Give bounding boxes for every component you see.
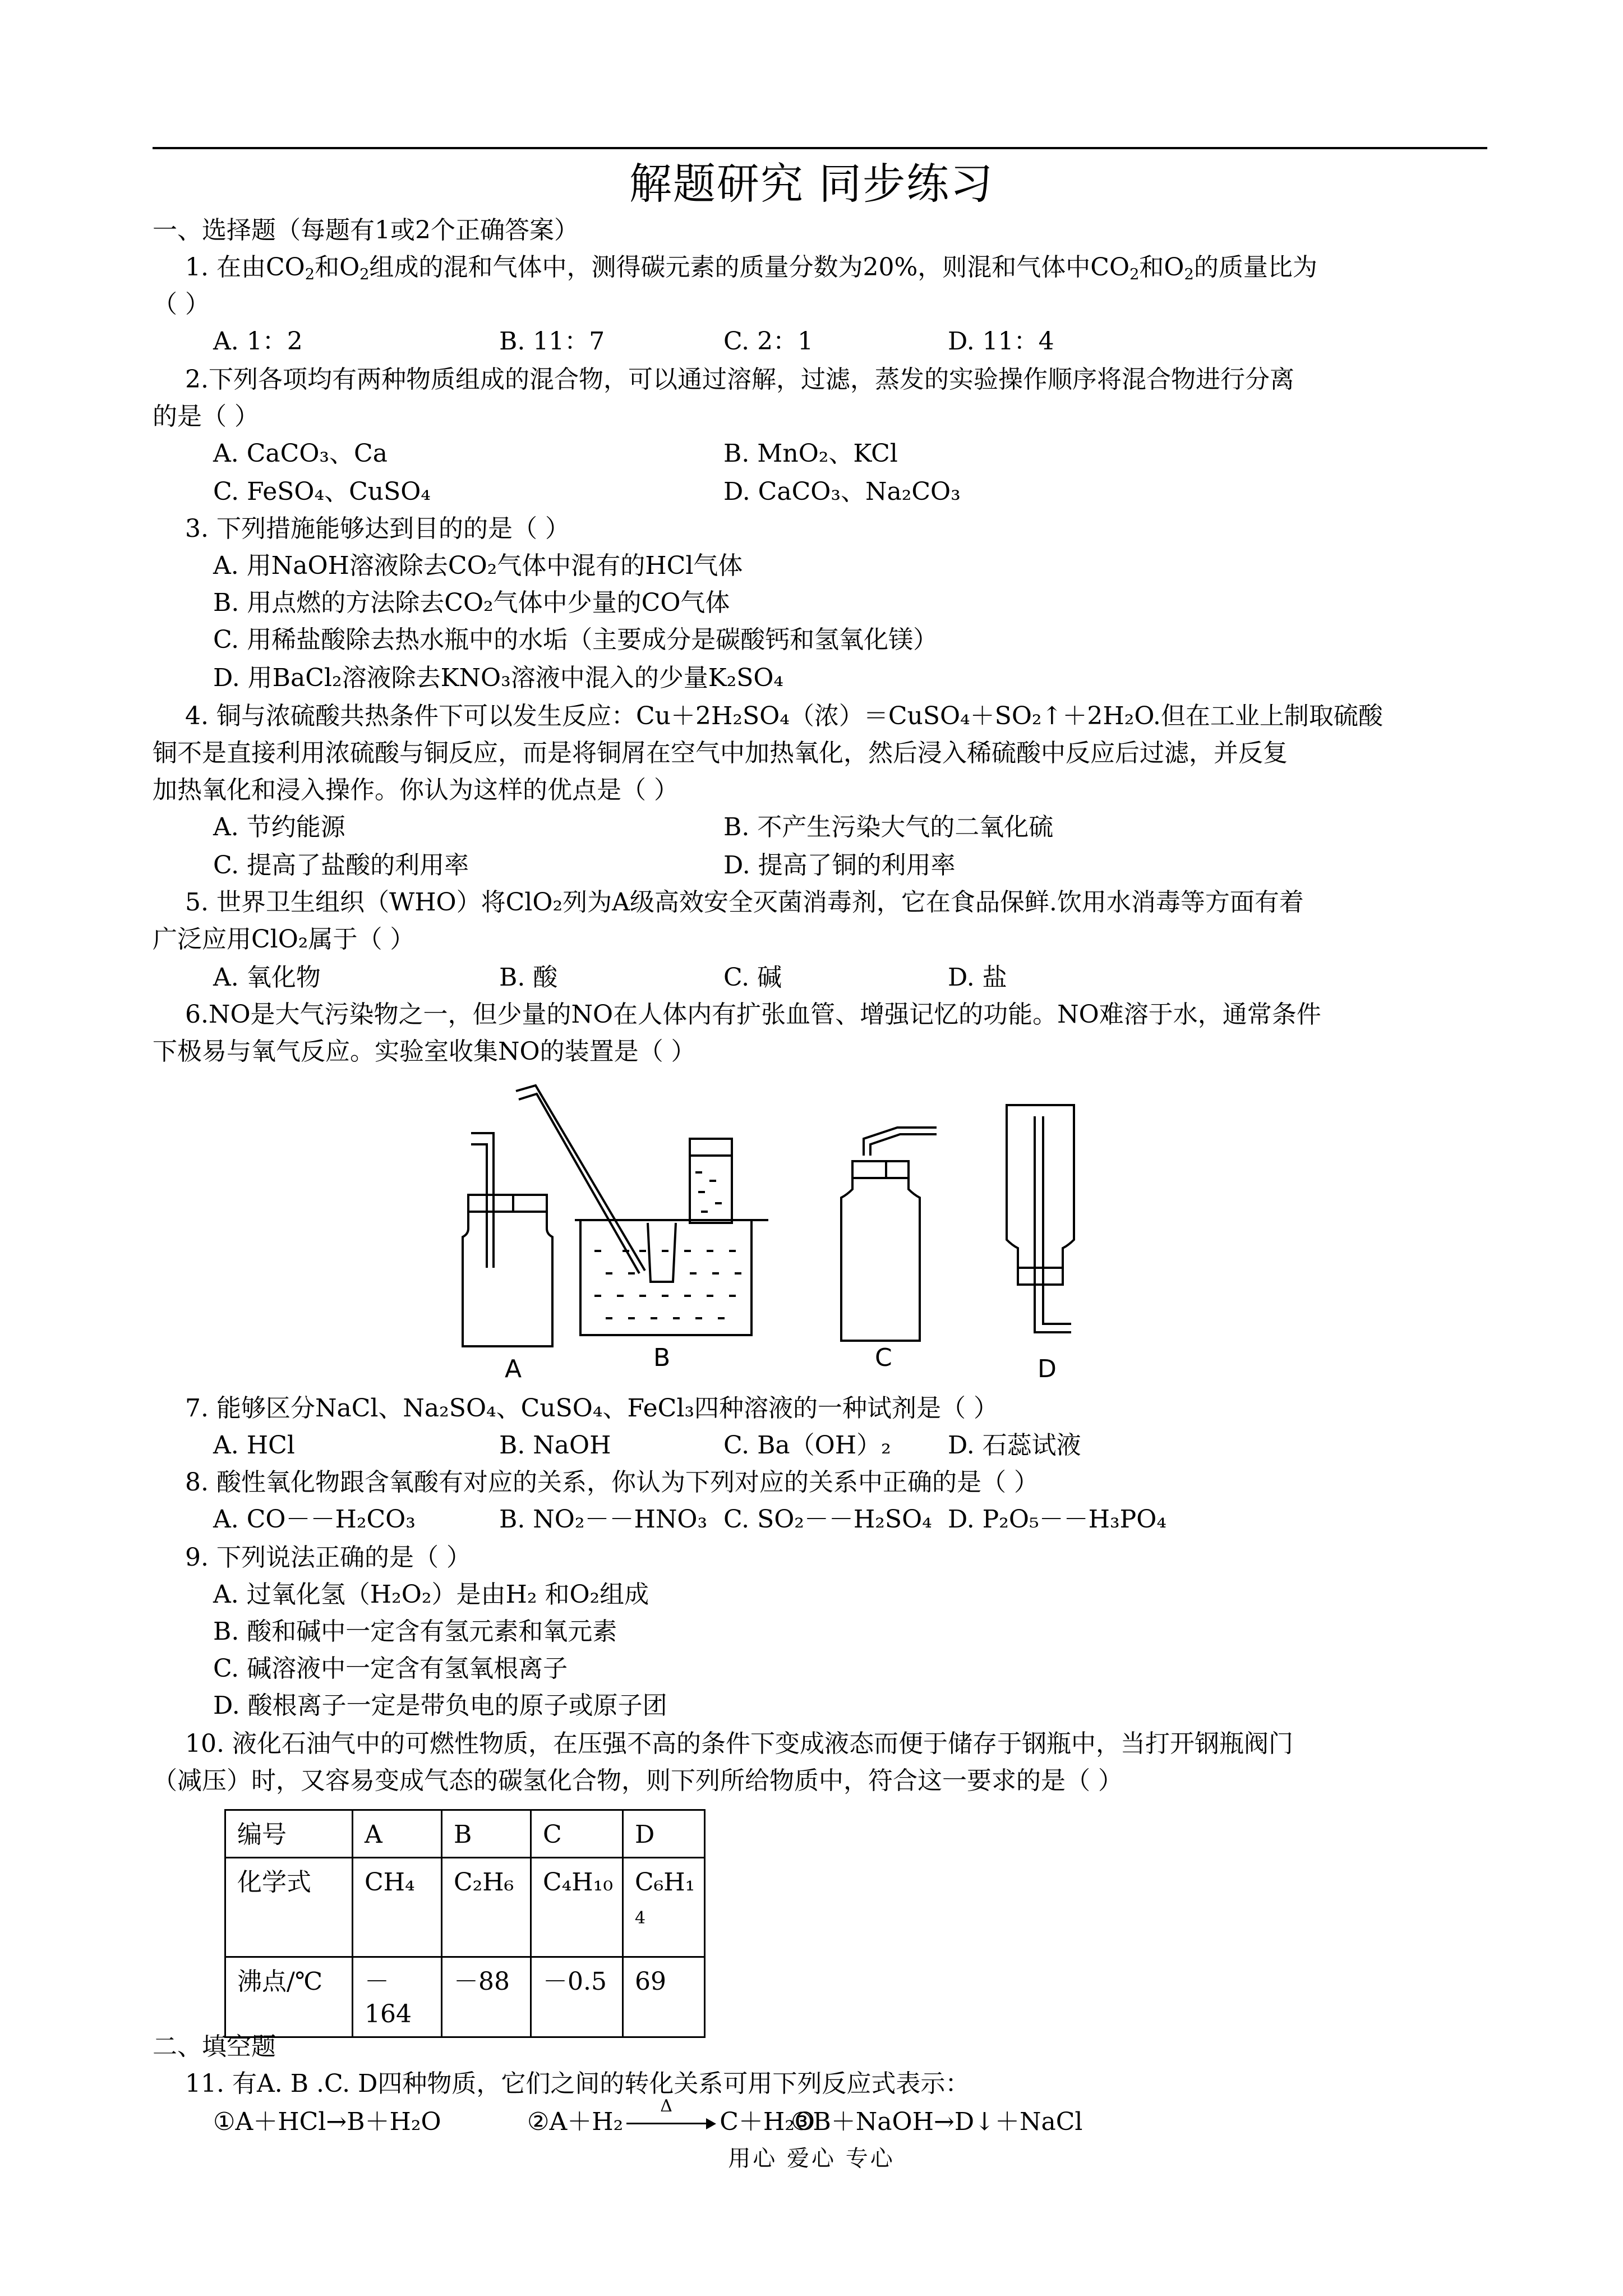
option-c: C. Ba（OH）₂ xyxy=(723,1431,891,1460)
table-cell: D xyxy=(623,1810,704,1858)
boiling-point-table xyxy=(224,1809,706,2038)
option-a: A. 氧化物 xyxy=(213,963,321,992)
apparatus-b-trough xyxy=(516,1085,768,1335)
table-row xyxy=(225,1957,705,2037)
table-row xyxy=(225,1858,705,1957)
table-row xyxy=(225,1810,705,1858)
option-d: D. CaCO₃、Na₂CO₃ xyxy=(723,477,961,506)
table-cell: 69 xyxy=(623,1957,704,2037)
table-cell: 编号 xyxy=(225,1810,353,1858)
question-6: 6.NO是大气污染物之一，但少量的NO在人体内有扩张血管、增强记忆的功能。NO难溶于水，通常条件 xyxy=(185,1000,1321,1029)
option-d: D. 提高了铜的利用率 xyxy=(723,851,956,880)
table-cell: C₆H₁ 4 xyxy=(623,1858,704,1957)
option-a: A. 用NaOH溶液除去CO₂气体中混有的HCl气体 xyxy=(213,551,743,580)
header-rule xyxy=(153,147,1487,149)
question-4-cont: 加热氧化和浸入操作。你认为这样的优点是（ ） xyxy=(153,776,679,804)
apparatus-d-bottle xyxy=(1007,1105,1074,1332)
question-5-cont: 广泛应用ClO₂属于（ ） xyxy=(153,925,415,954)
table-cell: 化学式 xyxy=(225,1858,353,1957)
option-d: D. 用BaCl₂溶液除去KNO₃溶液中混入的少量K₂SO₄ xyxy=(213,664,784,692)
option-d: D. 酸根离子一定是带负电的原子或原子团 xyxy=(213,1691,667,1720)
question-10-cont: （减压）时，又容易变成气态的碳氢化合物，则下列所给物质中，符合这一要求的是（ ） xyxy=(153,1766,1123,1795)
question-1: 1. 在由$CO_2$和$O_2$组成的混和气体中，测得碳元素的质量分数为20%，则混和气体中$CO_2$和$O_2$的质量比为 xyxy=(185,253,1317,283)
question-4: 4. 铜与浓硫酸共热条件下可以发生反应：Cu＋2H₂SO₄（浓）＝CuSO₄＋SO₂↑＋2H₂O.但在工业上制取硫酸 xyxy=(185,702,1383,730)
table-cell: －0.5 xyxy=(531,1957,623,2037)
table-cell: CH₄ xyxy=(353,1858,442,1957)
section-heading: 二、填空题 xyxy=(153,2032,276,2061)
option-c: C. 提高了盐酸的利用率 xyxy=(213,851,469,880)
table-cell: －164 xyxy=(353,1957,442,2037)
page-title: 解题研究 同步练习 xyxy=(629,159,994,209)
option-c: C. 碱 xyxy=(723,963,782,992)
option-a: A. 过氧化氢（H₂O₂）是由H₂ 和O₂组成 xyxy=(213,1580,649,1609)
option-b: B. NaOH xyxy=(499,1431,611,1460)
apparatus-a-bottle xyxy=(463,1133,552,1346)
reaction-1: ①A＋HCl→B＋H₂O xyxy=(213,2108,441,2136)
option-c: C. SO₂－－H₂SO₄ xyxy=(723,1505,932,1534)
question-8: 8. 酸性氧化物跟含氧酸有对应的关系，你认为下列对应的关系中正确的是（ ） xyxy=(185,1468,1039,1497)
option-c: C. 用稀盐酸除去热水瓶中的水垢（主要成分是碳酸钙和氢氧化镁） xyxy=(213,625,938,654)
table-cell: A xyxy=(353,1810,442,1858)
option-d: D. 盐 xyxy=(948,963,1007,992)
reaction-3: ③B＋NaOH→D↓＋NaCl xyxy=(791,2108,1083,2136)
option-c: C. FeSO₄、CuSO₄ xyxy=(213,477,431,506)
heating-arrow: Δ xyxy=(626,2113,716,2135)
option-a: A. 节约能源 xyxy=(213,813,345,841)
table-cell: 沸点/℃ xyxy=(225,1957,353,2037)
question-7: 7. 能够区分NaCl、Na₂SO₄、CuSO₄、FeCl₃四种溶液的一种试剂是（ ） xyxy=(185,1394,999,1423)
option-b: B. 不产生污染大气的二氧化硫 xyxy=(723,813,1054,841)
table-cell: C₂H₆ xyxy=(442,1858,531,1957)
table-cell: －88 xyxy=(442,1957,531,2037)
option-c: C. 2：1 xyxy=(723,327,814,356)
question-6-cont: 下极易与氧气反应。实验室收集NO的装置是（ ） xyxy=(153,1037,696,1066)
option-b: B. NO₂－－HNO₃ xyxy=(499,1505,708,1534)
question-9: 9. 下列说法正确的是（ ） xyxy=(185,1543,471,1572)
apparatus-diagram xyxy=(426,1083,1245,1386)
option-b: B. MnO₂、KCl xyxy=(723,439,898,468)
option-b: B. 酸和碱中一定含有氢元素和氧元素 xyxy=(213,1617,617,1646)
question-5: 5. 世界卫生组织（WHO）将ClO₂列为A级高效安全灭菌消毒剂，它在食品保鲜.饮用水消毒等方面有着 xyxy=(185,888,1304,917)
option-d: D. P₂O₅－－H₃PO₄ xyxy=(948,1505,1166,1534)
label-a: A xyxy=(505,1355,522,1383)
option-a: A. 1：2 xyxy=(213,327,303,356)
option-a: A. CO－－H₂CO₃ xyxy=(213,1505,416,1534)
option-c: C. 碱溶液中一定含有氢氧根离子 xyxy=(213,1654,568,1683)
table-cell: B xyxy=(442,1810,531,1858)
option-a: A. HCl xyxy=(213,1431,295,1460)
page-footer: 用心 爱心 专心 xyxy=(728,2146,895,2171)
option-b: B. 11：7 xyxy=(499,327,605,356)
option-d: D. 石蕊试液 xyxy=(948,1431,1081,1460)
question-2-cont: 的是（ ） xyxy=(153,402,259,431)
question-2: 2.下列各项均有两种物质组成的混合物，可以通过溶解，过滤，蒸发的实验操作顺序将混合物进行分离 xyxy=(185,365,1294,394)
label-c: C xyxy=(875,1343,892,1372)
option-d: D. 11：4 xyxy=(948,327,1054,356)
option-b: B. 酸 xyxy=(499,963,558,992)
section-heading: 一、选择题（每题有1或2个正确答案） xyxy=(153,216,579,245)
table-cell: C xyxy=(531,1810,623,1858)
table-cell: C₄H₁₀ xyxy=(531,1858,623,1957)
question-10: 10. 液化石油气中的可燃性物质，在压强不高的条件下变成液态而便于储存于钢瓶中，当打开钢瓶阀门 xyxy=(185,1729,1293,1758)
question-3: 3. 下列措施能够达到目的的是（ ） xyxy=(185,514,570,543)
apparatus-c-bottle xyxy=(841,1128,937,1341)
question-4-cont: 铜不是直接利用浓硫酸与铜反应，而是将铜屑在空气中加热氧化，然后浸入稀硫酸中反应后过滤，并反复 xyxy=(153,739,1288,767)
question-11: 11. 有A. B .C. D四种物质，它们之间的转化关系可用下列反应式表示： xyxy=(185,2069,970,2098)
option-a: A. CaCO₃、Ca xyxy=(213,439,388,468)
label-b: B xyxy=(653,1343,671,1372)
option-b: B. 用点燃的方法除去CO₂气体中少量的CO气体 xyxy=(213,588,730,617)
reaction-2: ②A＋H₂ Δ C＋H₂O xyxy=(527,2096,815,2136)
question-1-blank: （ ） xyxy=(153,290,210,319)
label-d: D xyxy=(1038,1355,1057,1383)
